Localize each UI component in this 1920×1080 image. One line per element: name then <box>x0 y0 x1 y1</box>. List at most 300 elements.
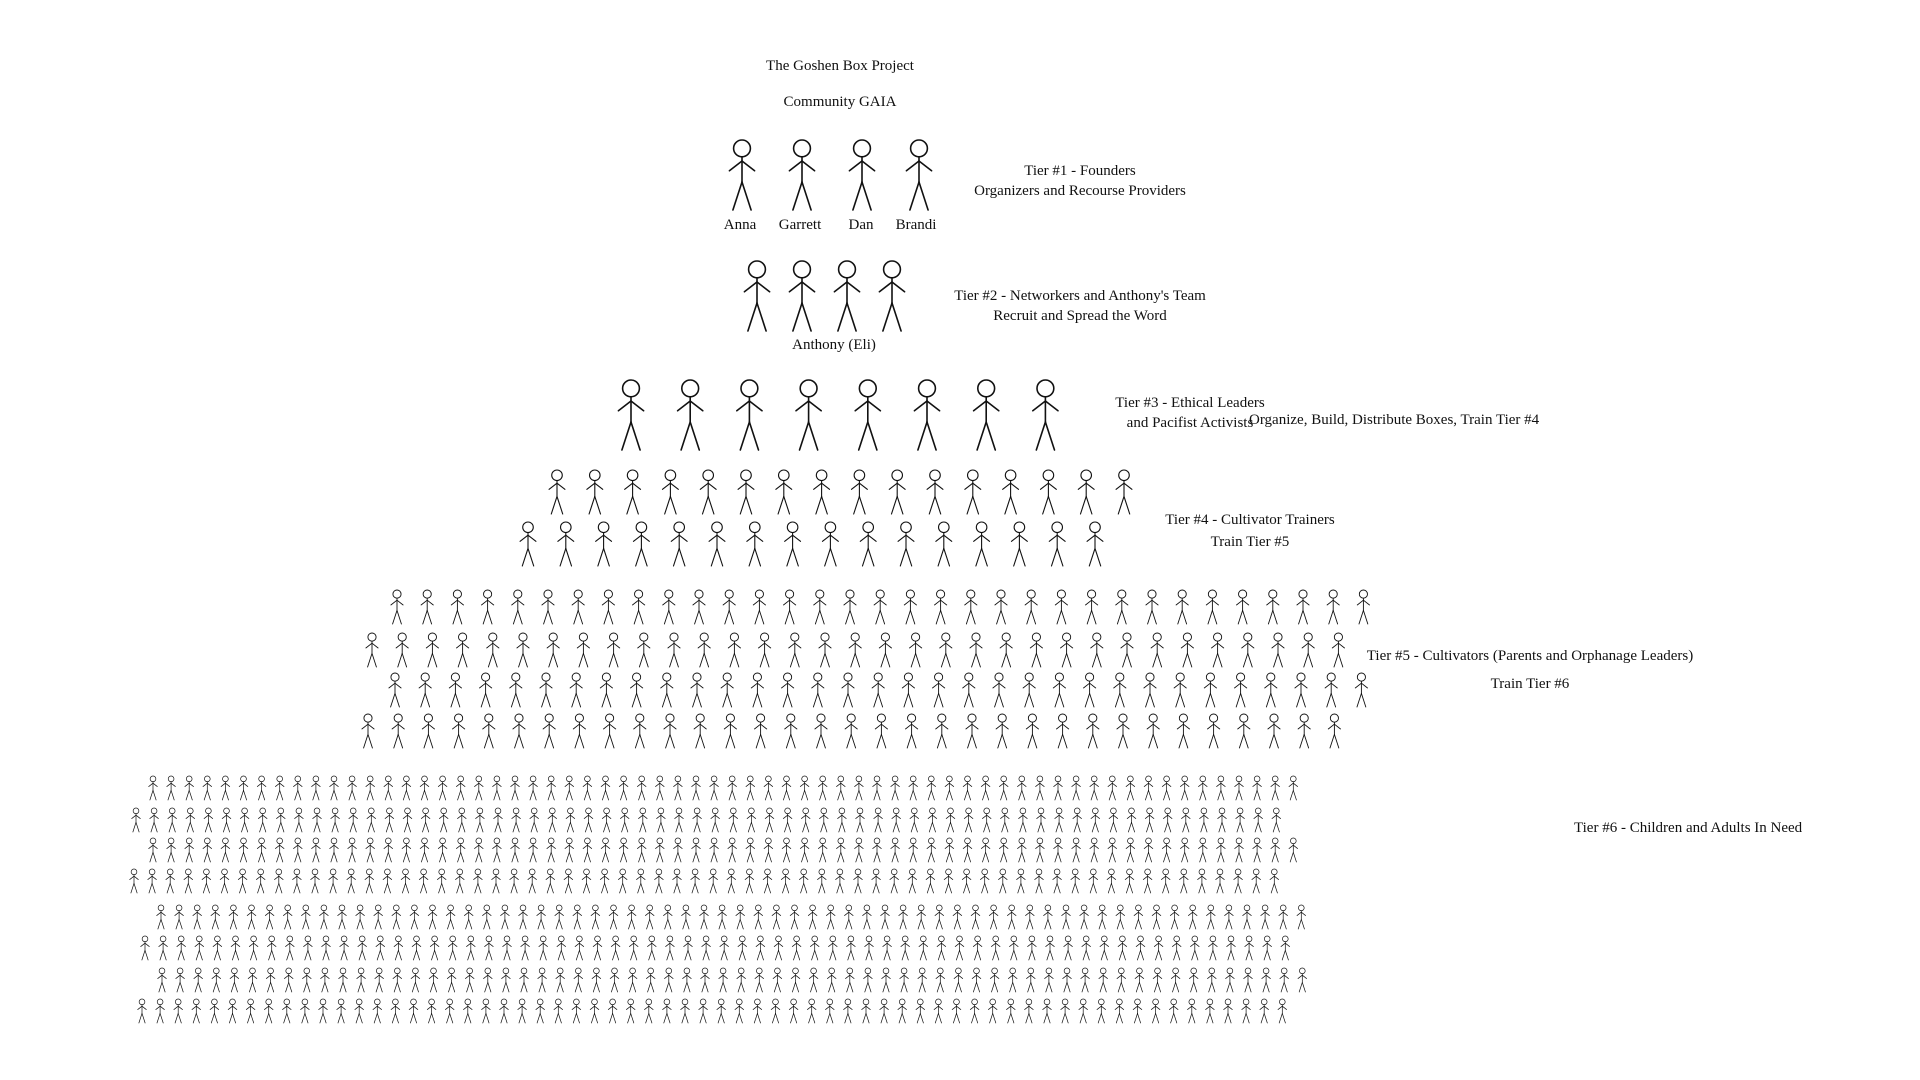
stick-figure-tier6-224 <box>709 869 718 893</box>
stick-figure-tier6-93 <box>657 808 666 832</box>
stick-figure-tier6-119 <box>1127 808 1136 832</box>
stick-figure-tier5-5 <box>542 590 554 624</box>
stick-figure-tier6-219 <box>618 869 627 893</box>
stick-figure-tier6-410 <box>628 968 637 992</box>
stick-figure-tier5-127 <box>1207 714 1219 748</box>
stick-figure-tier6-406 <box>556 968 565 992</box>
stick-figure-tier6-43 <box>927 776 936 800</box>
stick-figure-tier5-119 <box>966 714 978 748</box>
stick-figure-tier6-500 <box>1079 999 1088 1023</box>
stick-figure-tier6-445 <box>1262 968 1271 992</box>
stick-figure-tier6-491 <box>916 999 925 1023</box>
stick-figure-tier6-238 <box>962 869 971 893</box>
stick-figure-tier5-25 <box>1146 590 1158 624</box>
stick-figure-tier6-57 <box>1180 776 1189 800</box>
stick-figure-tier5-18 <box>934 590 946 624</box>
stick-figure-tier4-11 <box>965 470 981 514</box>
stick-figure-tier6-122 <box>1181 808 1190 832</box>
stick-figure-tier6-34 <box>764 776 773 800</box>
stick-figure-tier6-333 <box>376 936 385 960</box>
stick-figure-tier6-247 <box>1125 869 1134 893</box>
stick-figure-tier6-89 <box>584 808 593 832</box>
stick-figure-tier5-128 <box>1238 714 1250 748</box>
stick-figure-tier6-453 <box>228 999 237 1023</box>
stick-figure-tier6-84 <box>494 808 503 832</box>
stick-figure-tier6-222 <box>673 869 682 893</box>
stick-figure-tier6-183 <box>1144 838 1153 862</box>
stick-figure-tier6-50 <box>1054 776 1063 800</box>
stick-figure-tier5-117 <box>905 714 917 748</box>
stick-figure-tier4-18 <box>596 522 612 566</box>
stick-figure-tier6-376 <box>1154 936 1163 960</box>
stick-figure-tier6-82 <box>457 808 466 832</box>
stick-figure-tier6-188 <box>1235 838 1244 862</box>
stick-figure-tier6-120 <box>1145 808 1154 832</box>
stick-figure-tier5-73 <box>600 673 612 707</box>
stick-figure-tier6-505 <box>1169 999 1178 1023</box>
stick-figure-tier6-110 <box>964 808 973 832</box>
stick-figure-tier6-154 <box>619 838 628 862</box>
stick-figure-tier6-496 <box>1006 999 1015 1023</box>
stick-figure-tier3-0 <box>618 380 643 450</box>
stick-figure-tier6-172 <box>945 838 954 862</box>
stick-figure-tier5-10 <box>693 590 705 624</box>
stick-figure-tier6-114 <box>1037 808 1046 832</box>
stick-figure-tier6-126 <box>1254 808 1263 832</box>
stick-figure-tier4-10 <box>927 470 943 514</box>
stick-figure-tier6-4 <box>221 776 230 800</box>
stick-figure-tier6-354 <box>756 936 765 960</box>
stick-figure-tier6-231 <box>836 869 845 893</box>
stick-figure-tier6-5 <box>239 776 248 800</box>
stick-figure-tier2-2 <box>834 261 859 331</box>
stick-figure-tier6-274 <box>482 905 491 929</box>
stick-figure-tier6-311 <box>1152 905 1161 929</box>
tier3-extra: Organize, Build, Distribute Boxes, Train Tier #4 <box>1249 412 1540 428</box>
stick-figure-tier6-271 <box>428 905 437 929</box>
stick-figure-tier6-455 <box>264 999 273 1023</box>
stick-figure-tier6-282 <box>627 905 636 929</box>
stick-figure-tier6-209 <box>437 869 446 893</box>
stick-figure-tier6-392 <box>302 968 311 992</box>
stick-figure-tier6-158 <box>692 838 701 862</box>
stick-figure-tier4-13 <box>1040 470 1056 514</box>
stick-figure-tier5-39 <box>547 633 559 667</box>
stick-figure-tier6-446 <box>1280 968 1289 992</box>
stick-figure-tier5-56 <box>1060 633 1072 667</box>
stick-figure-tier1-0 <box>729 140 754 210</box>
stick-figure-tier6-254 <box>1252 869 1261 893</box>
stick-figure-tier6-358 <box>828 936 837 960</box>
stick-figure-tier6-2 <box>185 776 194 800</box>
stick-figure-tier6-137 <box>312 838 321 862</box>
stick-figure-tier6-480 <box>717 999 726 1023</box>
stick-figure-tier6-46 <box>981 776 990 800</box>
stick-figure-tier6-399 <box>429 968 438 992</box>
stick-figure-tier6-106 <box>892 808 901 832</box>
stick-figure-tier5-7 <box>602 590 614 624</box>
tier1-label-line2: Organizers and Recourse Providers <box>974 183 1186 199</box>
stick-figure-tier6-237 <box>944 869 953 893</box>
stick-figure-tier5-80 <box>812 673 824 707</box>
stick-figure-tier6-176 <box>1017 838 1026 862</box>
stick-figure-tier6-324 <box>213 936 222 960</box>
stick-figure-tier3-2 <box>737 380 762 450</box>
stick-figure-tier6-418 <box>773 968 782 992</box>
stick-figure-tier6-315 <box>1225 905 1234 929</box>
stick-figure-tier5-129 <box>1268 714 1280 748</box>
stick-figure-tier5-116 <box>875 714 887 748</box>
stick-figure-tier6-206 <box>383 869 392 893</box>
stick-figure-tier6-14 <box>402 776 411 800</box>
stick-figure-tier6-405 <box>538 968 547 992</box>
stick-figure-tier6-9 <box>312 776 321 800</box>
stick-figure-tier6-292 <box>808 905 817 929</box>
diagram-title: The Goshen Box Project <box>766 58 914 74</box>
stick-figure-tier6-511 <box>1278 999 1287 1023</box>
stick-figure-tier5-76 <box>691 673 703 707</box>
stick-figure-tier6-60 <box>1235 776 1244 800</box>
stick-figure-tier6-291 <box>790 905 799 929</box>
stick-figure-tier6-497 <box>1025 999 1034 1023</box>
stick-figure-tier5-14 <box>814 590 826 624</box>
stick-figure-tier6-388 <box>230 968 239 992</box>
stick-figure-tier6-145 <box>456 838 465 862</box>
stick-figure-tier5-109 <box>664 714 676 748</box>
stick-figure-tier6-304 <box>1025 905 1034 929</box>
stick-figure-tier6-248 <box>1143 869 1152 893</box>
stick-figure-tier5-58 <box>1121 633 1133 667</box>
stick-figure-tier6-1 <box>167 776 176 800</box>
stick-figure-tier5-17 <box>904 590 916 624</box>
stick-figure-tier6-256 <box>157 905 166 929</box>
stick-figure-tier6-190 <box>1271 838 1280 862</box>
stick-figure-tier6-83 <box>476 808 485 832</box>
stick-figure-tier5-74 <box>630 673 642 707</box>
stick-figure-tier6-58 <box>1198 776 1207 800</box>
stick-figure-tier6-124 <box>1218 808 1227 832</box>
stick-figure-tier6-475 <box>626 999 635 1023</box>
stick-figure-tier6-498 <box>1043 999 1052 1023</box>
stick-figure-tier6-347 <box>629 936 638 960</box>
stick-figure-tier6-99 <box>765 808 774 832</box>
stick-figure-tier6-0 <box>149 776 158 800</box>
stick-figure-tier5-36 <box>456 633 468 667</box>
stick-figure-tier6-267 <box>356 905 365 929</box>
tier1-label-line1: Tier #1 - Founders <box>1024 163 1136 179</box>
stick-figure-tier6-146 <box>474 838 483 862</box>
stick-figure-tier6-77 <box>367 808 376 832</box>
stick-figure-tier6-465 <box>445 999 454 1023</box>
stick-figure-tier5-3 <box>481 590 493 624</box>
stick-figure-tier6-466 <box>463 999 472 1023</box>
stick-figure-tier5-112 <box>754 714 766 748</box>
stick-figure-tier5-54 <box>1000 633 1012 667</box>
stick-figure-tier6-423 <box>864 968 873 992</box>
stick-figure-tier6-433 <box>1045 968 1054 992</box>
stick-figure-tier6-395 <box>357 968 366 992</box>
stick-figure-tier5-33 <box>366 633 378 667</box>
stick-figure-tier6-241 <box>1017 869 1026 893</box>
stick-figure-tier4-1 <box>587 470 603 514</box>
stick-figure-tier6-167 <box>855 838 864 862</box>
stick-figure-tier6-379 <box>1209 936 1218 960</box>
stick-figure-tier6-308 <box>1098 905 1107 929</box>
stick-figure-tier6-313 <box>1188 905 1197 929</box>
tier1-name-brandi: Brandi <box>895 217 937 233</box>
stick-figure-tier5-79 <box>781 673 793 707</box>
stick-figure-tier6-464 <box>427 999 436 1023</box>
stick-figure-tier5-90 <box>1114 673 1126 707</box>
stick-figure-tier6-44 <box>945 776 954 800</box>
stick-figure-tier4-2 <box>625 470 641 514</box>
stick-figure-tier6-503 <box>1133 999 1142 1023</box>
stick-figure-tier6-225 <box>727 869 736 893</box>
stick-figure-tier6-485 <box>807 999 816 1023</box>
stick-figure-tier6-233 <box>872 869 881 893</box>
stick-figure-tier6-8 <box>293 776 302 800</box>
stick-figure-tier6-130 <box>185 838 194 862</box>
stick-figure-tier6-123 <box>1200 808 1209 832</box>
stick-figure-tier6-98 <box>747 808 756 832</box>
stick-figure-tier6-499 <box>1061 999 1070 1023</box>
stick-figure-tier6-377 <box>1172 936 1181 960</box>
stick-figure-tier6-331 <box>340 936 349 960</box>
stick-figure-tier6-273 <box>464 905 473 929</box>
stick-figure-tier6-375 <box>1136 936 1145 960</box>
stick-figure-tier6-272 <box>446 905 455 929</box>
stick-figure-tier6-102 <box>819 808 828 832</box>
stick-figure-tier6-136 <box>293 838 302 862</box>
stick-figure-tier6-87 <box>548 808 557 832</box>
stick-figure-tier6-381 <box>1245 936 1254 960</box>
stick-figure-tier5-86 <box>993 673 1005 707</box>
stick-figure-tier6-504 <box>1151 999 1160 1023</box>
stick-figure-tier6-440 <box>1171 968 1180 992</box>
stick-figure-tier6-301 <box>971 905 980 929</box>
stick-figure-tier6-268 <box>374 905 383 929</box>
stick-figure-tier6-403 <box>502 968 511 992</box>
stick-figure-tier4-22 <box>747 522 763 566</box>
stick-figure-tier6-210 <box>455 869 464 893</box>
stick-figure-tier6-168 <box>873 838 882 862</box>
stick-figure-tier6-175 <box>999 838 1008 862</box>
stick-figure-tier5-55 <box>1030 633 1042 667</box>
stick-figure-tier6-325 <box>231 936 240 960</box>
stick-figure-tier6-116 <box>1073 808 1082 832</box>
stick-figure-tier6-451 <box>192 999 201 1023</box>
stick-figure-tier5-32 <box>1357 590 1369 624</box>
stick-figure-tier6-287 <box>718 905 727 929</box>
stick-figure-tier5-27 <box>1206 590 1218 624</box>
stick-figure-tier5-64 <box>1302 633 1314 667</box>
stick-figure-tier6-121 <box>1163 808 1172 832</box>
stick-figure-tier6-396 <box>375 968 384 992</box>
stick-figure-tier6-201 <box>293 869 302 893</box>
stick-figure-tier6-141 <box>384 838 393 862</box>
stick-figure-tier6-264 <box>301 905 310 929</box>
stick-figure-tier3-6 <box>974 380 999 450</box>
stick-figure-tier6-75 <box>331 808 340 832</box>
stick-figure-tier6-6 <box>257 776 266 800</box>
stick-figure-tier5-45 <box>728 633 740 667</box>
stick-figure-tier6-242 <box>1035 869 1044 893</box>
stick-figure-tier6-217 <box>582 869 591 893</box>
stick-figure-tier6-281 <box>609 905 618 929</box>
stick-figure-tier6-260 <box>229 905 238 929</box>
stick-figure-tier6-128 <box>149 838 158 862</box>
stick-figure-tier6-336 <box>430 936 439 960</box>
stick-figure-tier6-506 <box>1187 999 1196 1023</box>
stick-figure-tier6-235 <box>908 869 917 893</box>
stick-figure-tier6-510 <box>1260 999 1269 1023</box>
stick-figure-tier6-195 <box>184 869 193 893</box>
stick-figure-tier6-85 <box>512 808 521 832</box>
stick-figure-tier6-469 <box>518 999 527 1023</box>
stick-figure-tier6-369 <box>1028 936 1037 960</box>
tier3-label-line2: and Pacifist Activists <box>1126 415 1254 431</box>
stick-figure-tier5-57 <box>1091 633 1103 667</box>
stick-figure-tier4-31 <box>1087 522 1103 566</box>
stick-figure-tier6-174 <box>981 838 990 862</box>
stick-figure-tier5-61 <box>1211 633 1223 667</box>
stick-figure-tier6-275 <box>501 905 510 929</box>
stick-figure-tier5-87 <box>1023 673 1035 707</box>
stick-figure-tier6-162 <box>764 838 773 862</box>
stick-figure-tier6-374 <box>1118 936 1127 960</box>
stick-figure-tier5-44 <box>698 633 710 667</box>
stick-figure-tier6-368 <box>1009 936 1018 960</box>
stick-figure-tier3-3 <box>796 380 821 450</box>
stick-figure-tier5-70 <box>510 673 522 707</box>
stick-figure-tier6-404 <box>520 968 529 992</box>
stick-figure-tier5-104 <box>513 714 525 748</box>
stick-figure-tier6-239 <box>980 869 989 893</box>
stick-figure-tier6-134 <box>257 838 266 862</box>
stick-figure-tier6-54 <box>1126 776 1135 800</box>
stick-figure-tier6-326 <box>249 936 258 960</box>
stick-figure-tier5-67 <box>419 673 431 707</box>
stick-figure-tier6-96 <box>711 808 720 832</box>
stick-figure-tier5-63 <box>1272 633 1284 667</box>
stick-figure-tier6-492 <box>934 999 943 1023</box>
stick-figure-tier6-23 <box>565 776 574 800</box>
stick-figure-tier6-228 <box>781 869 790 893</box>
stick-figure-tier6-507 <box>1206 999 1215 1023</box>
stick-figure-tier6-334 <box>394 936 403 960</box>
stick-figure-tier6-115 <box>1055 808 1064 832</box>
stick-figure-tier6-73 <box>295 808 304 832</box>
stick-figure-tier6-80 <box>421 808 430 832</box>
stick-figure-tier6-100 <box>783 808 792 832</box>
stick-figure-tier6-314 <box>1206 905 1215 929</box>
stick-figure-tier5-46 <box>758 633 770 667</box>
stick-figure-tier5-62 <box>1242 633 1254 667</box>
stick-figure-tier6-18 <box>474 776 483 800</box>
stick-figure-tier1-3 <box>906 140 931 210</box>
stick-figure-tier4-17 <box>558 522 574 566</box>
stick-figure-tier6-55 <box>1144 776 1153 800</box>
stick-figure-tier6-412 <box>664 968 673 992</box>
stick-figure-tier6-495 <box>988 999 997 1023</box>
stick-figure-tier4-27 <box>936 522 952 566</box>
stick-figure-tier5-8 <box>632 590 644 624</box>
stick-figure-tier4-6 <box>776 470 792 514</box>
stick-figure-tier5-59 <box>1151 633 1163 667</box>
stick-figure-tier6-215 <box>546 869 555 893</box>
stick-figure-tier6-310 <box>1134 905 1143 929</box>
stick-figure-tier6-363 <box>919 936 928 960</box>
tier3-label-line1: Tier #3 - Ethical Leaders <box>1115 395 1265 411</box>
stick-figure-tier5-78 <box>751 673 763 707</box>
stick-figure-tier6-483 <box>771 999 780 1023</box>
stick-figure-tier6-259 <box>211 905 220 929</box>
stick-figure-tier6-142 <box>402 838 411 862</box>
stick-figure-tier6-481 <box>735 999 744 1023</box>
stick-figure-tier5-40 <box>577 633 589 667</box>
stick-figure-tier6-64 <box>132 808 141 832</box>
stick-figure-tier5-101 <box>422 714 434 748</box>
stick-figure-tier6-367 <box>991 936 1000 960</box>
stick-figure-tier6-36 <box>800 776 809 800</box>
stick-figure-tier5-82 <box>872 673 884 707</box>
stick-figure-tier5-105 <box>543 714 555 748</box>
stick-figure-tier6-329 <box>304 936 313 960</box>
stick-figure-tier6-307 <box>1080 905 1089 929</box>
stick-figure-tier6-165 <box>818 838 827 862</box>
stick-figure-tier5-96 <box>1295 673 1307 707</box>
stick-figure-tier6-7 <box>275 776 284 800</box>
stick-figure-tier6-286 <box>700 905 709 929</box>
stick-figure-tier6-262 <box>265 905 274 929</box>
stick-figure-tier5-19 <box>965 590 977 624</box>
stick-figure-tier6-473 <box>590 999 599 1023</box>
stick-figure-tier6-72 <box>276 808 285 832</box>
stick-figure-tier6-250 <box>1179 869 1188 893</box>
stick-figure-tier5-75 <box>661 673 673 707</box>
stick-figure-tier5-37 <box>487 633 499 667</box>
stick-figure-tier3-4 <box>855 380 880 450</box>
stick-figure-tier6-361 <box>883 936 892 960</box>
stick-figure-tier5-125 <box>1147 714 1159 748</box>
stick-figure-tier6-384 <box>158 968 167 992</box>
stick-figure-tier4-9 <box>889 470 905 514</box>
stick-figure-tier6-398 <box>411 968 420 992</box>
stick-figure-tier6-48 <box>1017 776 1026 800</box>
stick-figure-tier6-208 <box>419 869 428 893</box>
stick-figure-tier6-198 <box>238 869 247 893</box>
stick-figure-tier6-203 <box>329 869 338 893</box>
stick-figure-tier2-1 <box>789 261 814 331</box>
stick-figure-tier5-107 <box>603 714 615 748</box>
stick-figure-tier6-419 <box>791 968 800 992</box>
stick-figure-tier6-490 <box>898 999 907 1023</box>
stick-figure-tier4-7 <box>814 470 830 514</box>
stick-figure-tier6-261 <box>247 905 256 929</box>
stick-figure-tier4-8 <box>851 470 867 514</box>
stick-figure-tier6-387 <box>212 968 221 992</box>
stick-figure-tier4-26 <box>898 522 914 566</box>
stick-figure-tier5-1 <box>421 590 433 624</box>
stick-figure-tier4-19 <box>633 522 649 566</box>
stick-figure-tier6-56 <box>1162 776 1171 800</box>
stick-figure-tier5-20 <box>995 590 1007 624</box>
stick-figure-tier5-6 <box>572 590 584 624</box>
stick-figure-tier6-52 <box>1090 776 1099 800</box>
stick-figure-tier6-189 <box>1253 838 1262 862</box>
stick-figure-tier6-350 <box>684 936 693 960</box>
stick-figure-tier6-345 <box>593 936 602 960</box>
